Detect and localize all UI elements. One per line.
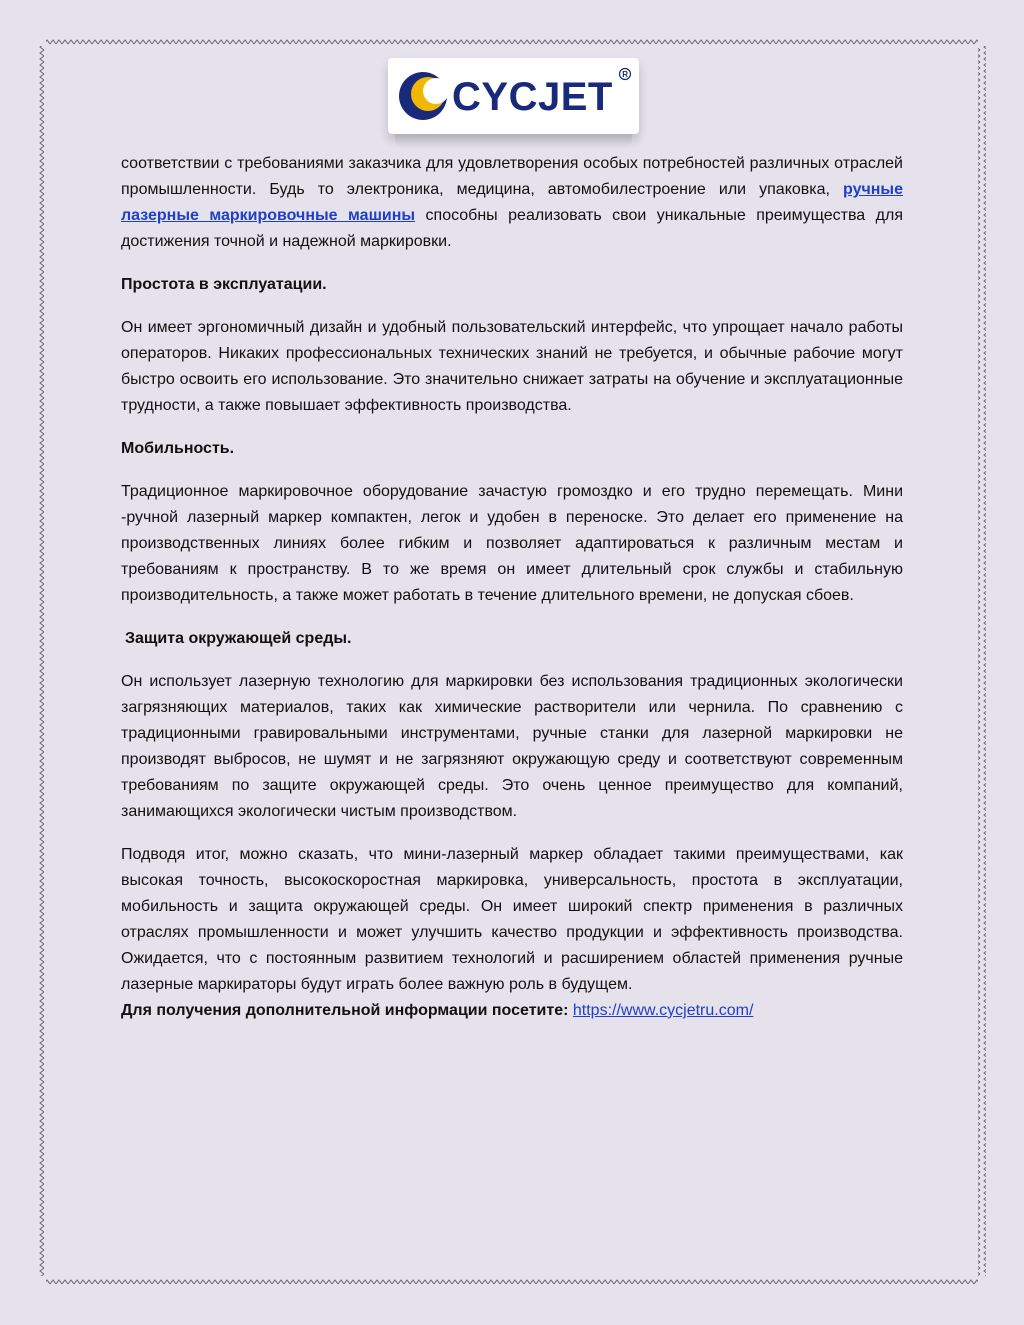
intro-paragraph	[121, 151, 903, 255]
section-heading-mobility: Мобильность.	[121, 440, 235, 457]
more-info-label: Для получения дополнительной информации посетите:	[121, 1002, 573, 1019]
section-heading-environment: Защита окружающей среды.	[125, 630, 352, 647]
section-heading-ease-of-use: Простота в эксплуатации.	[121, 276, 327, 293]
section-body-environment: Он использует лазерную технологию для маркировки без использования традиционных экологически загрязняющих материалов, таких как химические растворители или чернила. По сравнению с традиционными гравировальными инструментами, ручные станки для лазерной маркировки не производят выбросов, не шумят и не загрязняют окружающую среду и соответствуют современным требованиям по защите окружающей среды. Это очень ценное преимущество для компаний, занимающихся экологически чистым производством.	[121, 673, 903, 820]
article-body	[121, 151, 903, 1024]
more-info-line	[121, 998, 903, 1024]
cycjet-logo	[388, 58, 639, 134]
handheld-laser-marking-link[interactable]: ручные лазерные маркировочные машины	[121, 181, 903, 224]
section-body-mobility: Традиционное маркировочное оборудование зачастую громоздко и его трудно перемещать. Мини -ручной лазерный маркер компактен, легок и удобен в переноске. Это делает его применение на производственных линиях более гибким и позволяет адаптироваться к различным местам и требованиям к пространству. В то же время он имеет длительный срок службы и стабильную производительность, а также может работать в течение длительного времени, не допуская сбоев.	[121, 483, 903, 604]
website-link[interactable]: https://www.cycjetru.com/	[572, 1002, 754, 1019]
intro-text-before: соответствии с требованиями заказчика для удовлетворения особых потребностей различных отраслей промышленности. Будь то электроника, медицина, автомобилестроение или упаковка,	[121, 155, 903, 198]
section-body-ease-of-use: Он имеет эргономичный дизайн и удобный пользовательский интерфейс, что упрощает начало работы операторов. Никаких профессиональных технических знаний не требуется, и обычные рабочие могут быстро освоить его использование. Это значительно снижает затраты на обучение и эксплуатационные трудности, а также повышает эффективность производства.	[121, 319, 903, 414]
conclusion-paragraph: Подводя итог, можно сказать, что мини-лазерный маркер обладает такими преимуществами, как высокая точность, высокоскоростная маркировка, универсальность, простота в эксплуатации, мобильность и защита окружающей среды. Он имеет широкий спектр применения в различных отраслях промышленности и может улучшить качество продукции и эффективность производства. Ожидается, что с постоянным развитием технологий и расширением областей применения ручные лазерные маркираторы будут играть более важную роль в будущем.	[121, 846, 903, 993]
svg-text:R: R	[622, 70, 628, 80]
logo-shadow	[395, 133, 632, 149]
intro-text-after: способны реализовать свои уникальные преимущества для достижения точной и надежной маркировки.	[121, 207, 903, 250]
logo-wordmark: CYCJET	[452, 75, 613, 119]
